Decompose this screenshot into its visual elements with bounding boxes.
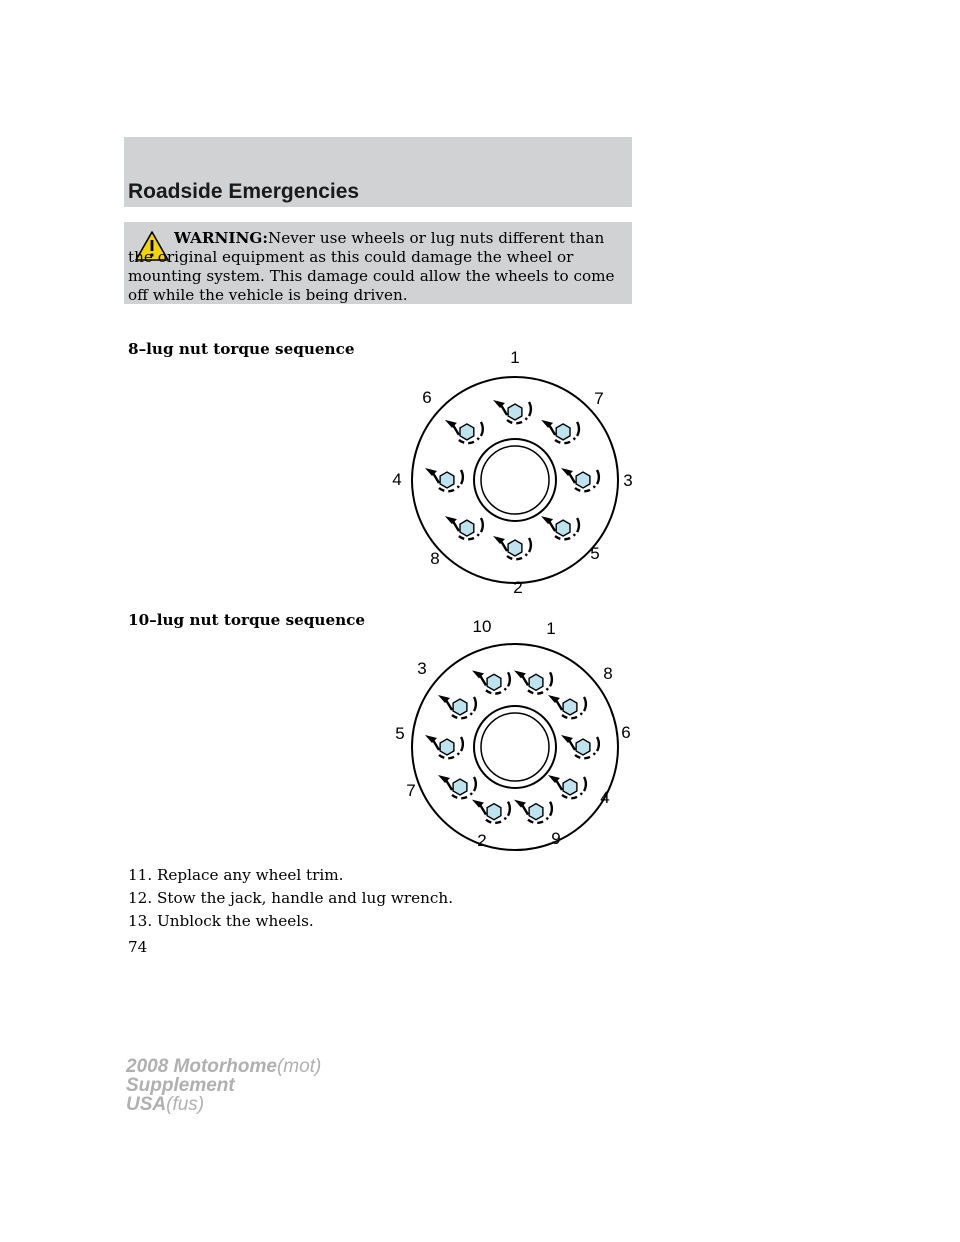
lug-nut: [541, 516, 579, 539]
sequence-label: 3: [417, 659, 427, 678]
lug-nut: [493, 400, 531, 423]
lug-nut: [445, 516, 483, 539]
lug-nut: [472, 800, 510, 823]
sequence-label: 4: [600, 788, 610, 807]
lug-nut: [548, 775, 586, 798]
sequence-label: 8: [430, 549, 440, 568]
lug-nut: [425, 468, 463, 491]
hub-inner: [481, 446, 549, 514]
lug-nut: [514, 800, 552, 823]
warning-body: Never use wheels or lug nuts different than the original equipment as this could damage the wheel or mounting system. This damage could allow the wheels to come off while the vehicle is being driven.: [128, 229, 615, 304]
section-title: Roadside Emergencies: [128, 180, 360, 203]
diagram-caption-10-lug: 10–lug nut torque sequence: [128, 611, 366, 629]
sequence-label: 1: [510, 348, 520, 367]
sequence-label: 4: [392, 470, 402, 489]
lug-nut: [425, 735, 463, 758]
lug-nut: [493, 536, 531, 559]
diagram-caption-8-lug: 8–lug nut torque sequence: [128, 340, 355, 358]
lug-nut: [472, 670, 510, 693]
footer-region: USA: [126, 1094, 167, 1115]
footer-code-mot: (mot): [276, 1056, 322, 1077]
sequence-label: 6: [621, 723, 631, 742]
sequence-label: 8: [603, 664, 613, 683]
sequence-label: 5: [590, 544, 600, 563]
step-item: 13. Unblock the wheels.: [128, 912, 314, 930]
lug-nut: [445, 420, 483, 443]
lug-nut: [438, 775, 476, 798]
steps-list: [128, 864, 453, 933]
step-item: 12. Stow the jack, handle and lug wrench.: [128, 889, 454, 907]
sequence-label: 10: [472, 617, 492, 636]
lug-diagram-10: [380, 612, 650, 872]
sequence-label: 6: [422, 388, 432, 407]
step-item: 11. Replace any wheel trim.: [128, 866, 344, 884]
lug-nut: [541, 420, 579, 443]
page-number: 74: [128, 938, 148, 956]
lug-diagram-8-svg: [380, 345, 650, 605]
sequence-label: 9: [551, 829, 561, 848]
lug-diagram-8: [380, 345, 650, 605]
hub-outer: [474, 706, 556, 788]
sequence-label: 7: [594, 389, 604, 408]
footer-code-fus: (fus): [166, 1094, 205, 1115]
lug-nut: [561, 468, 599, 491]
sequence-label: 5: [395, 724, 405, 743]
sequence-label: 2: [477, 831, 487, 850]
sequence-label: 3: [623, 471, 633, 490]
lug-nut: [514, 670, 552, 693]
hub-inner: [481, 713, 549, 781]
hub-outer: [474, 439, 556, 521]
sequence-label: 1: [546, 619, 556, 638]
footer-title: 2008 Motorhome: [126, 1056, 277, 1077]
footer-text: [126, 1057, 321, 1114]
warning-text: [128, 229, 626, 305]
sequence-label: 7: [406, 781, 416, 800]
warning-box: [124, 222, 632, 304]
lug-diagram-10-svg: [380, 612, 650, 872]
sequence-label: 2: [513, 578, 523, 597]
lug-nut: [548, 695, 586, 718]
lug-nut: [438, 695, 476, 718]
lug-nut: [561, 735, 599, 758]
footer-supplement: Supplement: [126, 1075, 235, 1096]
warning-label: WARNING:: [174, 229, 268, 247]
